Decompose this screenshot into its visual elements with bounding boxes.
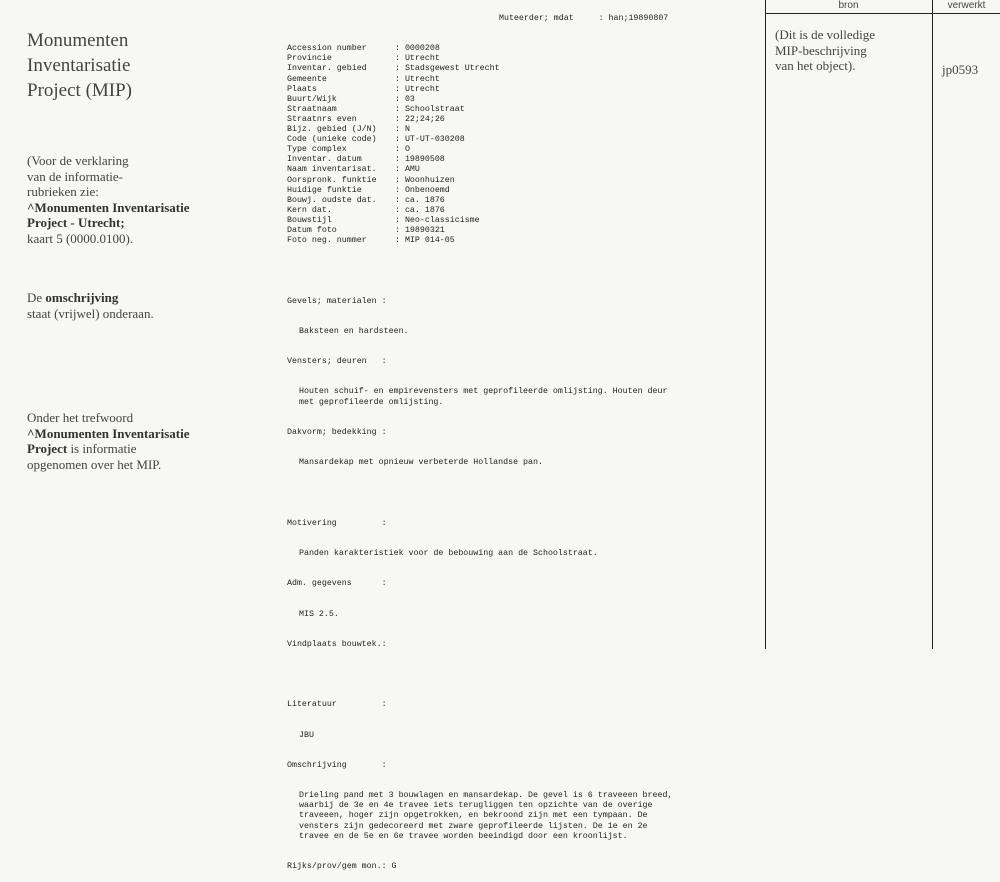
field-key: Oorspronk. funktie [287, 175, 377, 185]
record-field-row [287, 85, 757, 95]
mip-record [287, 14, 757, 882]
vensters-label: Vensters; deuren : [287, 357, 387, 367]
note-text: Onder het trefwoord [27, 410, 134, 425]
field-value: : Neo-classicisme [395, 215, 480, 225]
record-field-row [287, 216, 757, 226]
field-key: Foto neg. nummer [287, 236, 367, 246]
field-key: Bouwj. oudste dat. [287, 195, 377, 205]
note-text: opgenomen over het MIP. [27, 456, 162, 472]
crossref-link[interactable]: ^Monumenten Inventarisatie [27, 199, 190, 215]
left-column [27, 28, 242, 472]
dakvorm-label: Dakvorm; bedekking : [287, 427, 387, 437]
field-value: : ca. 1876 [395, 205, 445, 215]
title-line-3: Project (MIP) [27, 80, 133, 101]
source-panel [765, 0, 1000, 649]
record-field-row [287, 165, 757, 175]
field-value: : O [395, 145, 410, 155]
field-key: Datum foto [287, 225, 337, 235]
field-value: : 19890321 [395, 225, 445, 235]
field-key: Inventar. gebied [287, 64, 367, 74]
field-value: : Utrecht [395, 74, 440, 84]
record-field-row [287, 176, 757, 186]
note-text: (Voor de verklaring [27, 153, 129, 168]
rijks-label: Rijks/prov/gem mon.: G [287, 861, 397, 871]
record-field-row [287, 75, 757, 85]
field-value: : 03 [395, 94, 415, 104]
field-value: : Woonhuizen [395, 175, 455, 185]
record-field-row [287, 115, 757, 125]
field-key: Straatnrs even [287, 114, 357, 124]
processed-code: jp0593 [942, 62, 979, 77]
field-key: Bouwstijl [287, 215, 332, 225]
field-key: Accession number [287, 44, 367, 54]
record-field-row [287, 206, 757, 216]
field-value: : N [395, 125, 410, 135]
record-fields [287, 44, 757, 246]
field-key: Plaats [287, 84, 317, 94]
field-key: Code (unieke code) [287, 135, 377, 145]
record-field-row [287, 145, 757, 155]
note-text: kaart 5 (0000.0100). [27, 230, 134, 246]
header-bron: bron [838, 0, 859, 11]
panel-header [765, 0, 1000, 14]
note-text: staat (vrijwel) onderaan. [27, 305, 154, 321]
omschrijving-label: Omschrijving : [287, 760, 387, 770]
note-text: van de informatie- [27, 168, 124, 184]
literatuur-value: JBU [299, 730, 314, 740]
header-verwerkt: verwerkt [947, 0, 986, 11]
field-key: Gemeente [287, 74, 327, 84]
dakvorm-value: Mansardekap met opnieuw verbeterde Hollandse pan. [299, 458, 543, 468]
field-key: Buurt/Wijk [287, 94, 337, 104]
note-text: De [27, 290, 46, 305]
field-value: : Onbenoemd [395, 185, 450, 195]
record-field-row [287, 186, 757, 196]
muteerder-field: Muteerder; mdat : han;19890807 [499, 14, 669, 23]
record-field-row [287, 64, 757, 74]
vindplaats-label: Vindplaats bouwtek.: [287, 639, 387, 649]
field-key: Type complex [287, 145, 347, 155]
adm-label: Adm. gegevens : [287, 579, 387, 589]
motivering-label: Motivering : [287, 518, 387, 528]
keyword-note [27, 410, 242, 472]
record-field-row [287, 44, 757, 54]
note-text: rubrieken zie: [27, 184, 99, 199]
field-key: Straatnaam [287, 104, 337, 114]
record-field-row [287, 226, 757, 236]
motivering-value: Panden karakteristiek voor de bebouwing aan de Schoolstraat. [299, 548, 598, 558]
field-key: Kern dat. [287, 205, 332, 215]
vensters-value: Houten schuif- en empirevensters met geprofileerde omlijsting. Houten deur met geprofileerde omlijsting. [299, 387, 668, 407]
field-value: : 22;24;26 [395, 114, 445, 124]
record-field-row [287, 196, 757, 206]
field-key: Bijz. gebied (J/N) [287, 125, 377, 135]
field-value: : Utrecht [395, 84, 440, 94]
title-line-2: Inventarisatie [27, 55, 131, 76]
omschrijving-value: Drieling pand met 3 bouwlagen en mansardekap. De gevel is 6 traveeen breed, waarbij de 3e en 4e travee iets terugliggen ten opzichte van de overige traveeen, hoger zijn opgetrokken, en bekroond zijn met een tympaan. De vensters zijn gedecoreerd met zware geprofileerde lijsten. De 1e en 2e travee en de 5e en 6e travee worden beeindigd door een kroonlijst. [299, 791, 673, 841]
gevels-value: Baksteen en hardsteen. [299, 326, 409, 336]
record-field-row [287, 125, 757, 135]
record-field-row [287, 95, 757, 105]
record-field-row [287, 155, 757, 165]
literatuur-label: Literatuur : [287, 700, 387, 710]
field-value: : Utrecht [395, 54, 440, 64]
column-divider [932, 0, 933, 649]
note-bold: omschrijving [45, 290, 119, 305]
crossref-link[interactable]: ^Monumenten Inventarisatie [27, 425, 190, 441]
source-description [775, 27, 925, 74]
record-field-row [287, 236, 757, 246]
field-key: Naam inventarisat. [287, 165, 377, 175]
explanation-note [27, 153, 242, 246]
field-value: : UT-UT-030208 [395, 135, 465, 145]
description-note [27, 290, 242, 321]
field-key: Provincie [287, 54, 332, 64]
field-value: : Stadsgewest Utrecht [395, 64, 500, 74]
desc-line: MIP-beschrijving [775, 42, 867, 58]
record-field-row [287, 54, 757, 64]
adm-value: MIS 2.5. [299, 609, 339, 619]
crossref-link[interactable]: Project [27, 441, 68, 456]
field-value: : MIP 014-05 [395, 236, 455, 246]
field-value: : Schoolstraat [395, 104, 465, 114]
record-field-row [287, 135, 757, 145]
field-key: Inventar. datum [287, 155, 362, 165]
page-title [27, 28, 242, 103]
record-field-row [287, 105, 757, 115]
desc-line: (Dit is de volledige [775, 27, 876, 42]
note-text: is informatie [67, 441, 137, 456]
crossref-link[interactable]: Project - Utrecht; [27, 215, 125, 230]
field-value: : 19890508 [395, 155, 445, 165]
field-value: : AMU [395, 165, 420, 175]
desc-line: van het object). [775, 58, 856, 73]
title-line-1: Monumenten [27, 30, 129, 51]
gevels-label: Gevels; materialen : [287, 296, 387, 306]
field-value: : 0000208 [395, 44, 440, 54]
field-value: : ca. 1876 [395, 195, 445, 205]
field-key: Huidige funktie [287, 185, 362, 195]
